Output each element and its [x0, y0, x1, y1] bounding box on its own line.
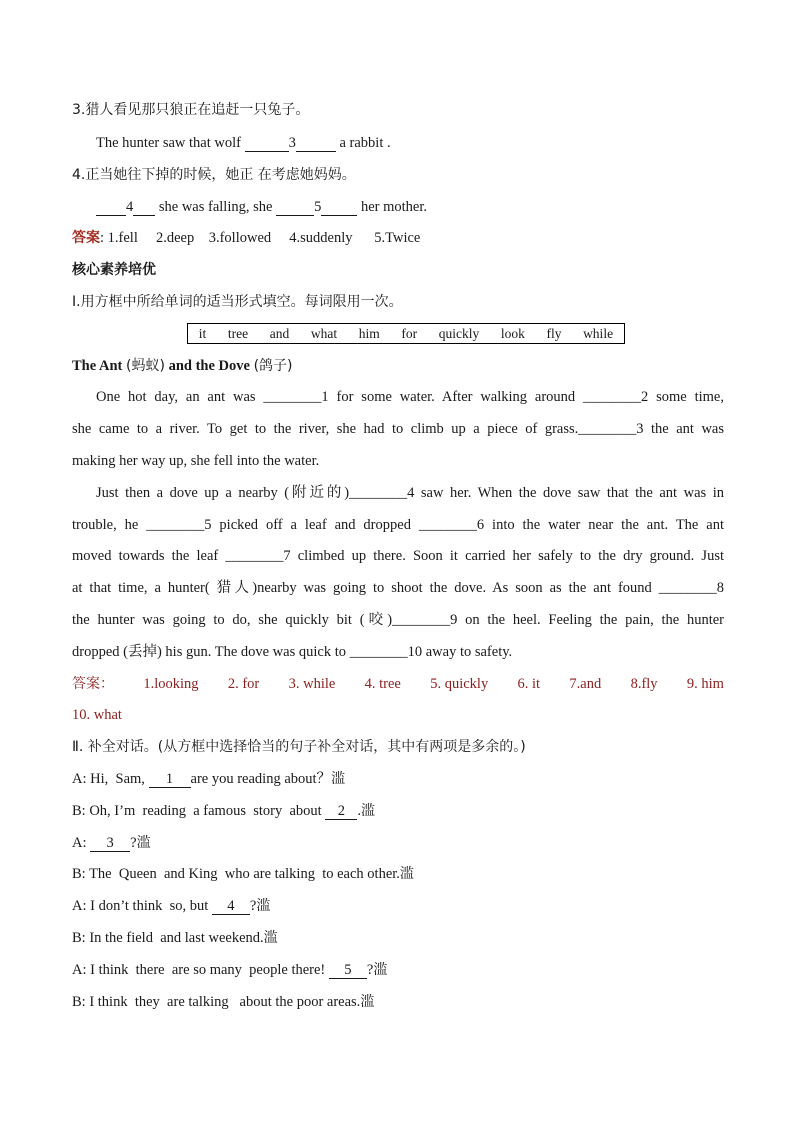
word-box-item: and	[269, 325, 290, 341]
section-heading: 核心素养培优	[72, 262, 156, 278]
answer-item: 3. while	[288, 676, 336, 692]
word-box-item: while	[583, 325, 614, 341]
dialogue-line: A: I don’t think so, but 4 ?滥	[72, 898, 271, 914]
word-box-item: what	[310, 325, 338, 341]
dialogue-line: B: I think they are talking about the poor areas.滥	[72, 994, 375, 1010]
word-box-item: for	[401, 325, 418, 341]
word-box-item: look	[500, 325, 525, 341]
story-line: One hot day, an ant was ________1 for some water. After walking around ________2 some time,	[96, 389, 724, 405]
answer-item: 1.looking	[143, 676, 199, 692]
word-box-item: it	[198, 325, 207, 341]
answer-item: 2. for	[227, 676, 260, 692]
story-line: Just then a dove up a nearby (附近的)________4 saw her. When the dove saw that the ant was in	[96, 485, 724, 501]
answer-line-2: 答案： 1.looking 2. for 3. while 4. tree 5. quickly 6. it 7.and 8.fly 9. him	[72, 676, 724, 692]
dialogue-line: A: I think there are so many people there! 5 ?滥	[72, 962, 388, 978]
dialogue-blank: 5	[329, 962, 367, 979]
answer-item: 7.and	[569, 676, 602, 692]
answer-item: 10. what	[72, 707, 122, 723]
question-4-english: 4 she was falling, she 5 her mother.	[96, 197, 724, 217]
story-line: moved towards the leaf ________7 climbed up there. Soon it carried her safely to the dry ground. Just	[72, 548, 724, 564]
story-line: making her way up, she fell into the water.	[72, 453, 320, 469]
dialogue-blank: 3	[90, 835, 130, 852]
answer-line-1: 答案: 1.fell 2.deep 3.followed 4.suddenly 5.Twice	[72, 230, 421, 246]
story-line: she came to a river. To get to the river, she had to climb up a piece of grass.________3 the ant was	[72, 421, 724, 437]
story-line: at that time, a hunter( 猎人)nearby was going to shoot the dove. As soon as the ant found ________8	[72, 580, 724, 596]
dialogue-line: B: In the field and last weekend.滥	[72, 930, 278, 946]
question-3-english: The hunter saw that wolf 3 a rabbit .	[96, 135, 391, 151]
word-box-item: quickly	[438, 325, 480, 341]
dialogue-line: B: Oh, I’m reading a famous story about 2 .滥	[72, 803, 375, 819]
dialogue-line: A: Hi, Sam, 1 are you reading about？滥	[72, 771, 346, 787]
word-box-item: tree	[227, 325, 249, 341]
answer-item: 9. him	[686, 676, 724, 692]
part-1-instruction: Ⅰ.用方框中所给单词的适当形式填空。每词限用一次。	[72, 294, 403, 310]
question-4-chinese: 4.正当她往下掉的时候，她正 在考虑她妈妈。	[72, 167, 356, 183]
answer-item: 8.fly	[630, 676, 658, 692]
word-box-item: him	[358, 325, 380, 341]
dialogue-blank: 4	[212, 898, 250, 915]
dialogue-line: A: 3 ?滥	[72, 835, 151, 851]
part-2-instruction: Ⅱ. 补全对话。(从方框中选择恰当的句子补全对话，其中有两项是多余的。)	[72, 739, 526, 755]
story-line: trouble, he ________5 picked off a leaf and dropped ________6 into the water near the ant. The ant	[72, 517, 724, 533]
blank-3b	[296, 135, 336, 152]
answer-item: 5. quickly	[430, 676, 489, 692]
answer-label: 答案	[72, 230, 100, 246]
answer-item: 6. it	[517, 676, 541, 692]
story-title: The Ant (蚂蚁) and the Dove (鸽子)	[72, 358, 293, 374]
dialogue-blank: 2	[325, 803, 357, 820]
question-3-chinese: 3.猎人看见那只狼正在追赶一只兔子。	[72, 102, 310, 118]
story-line: the hunter was going to do, she quickly bit (咬)________9 on the heel. Feeling the pain, the hunter	[72, 612, 724, 628]
word-box	[187, 323, 625, 344]
dialogue-line: B: The Queen and King who are talking to each other.滥	[72, 866, 414, 882]
answer-item: 4. tree	[364, 676, 401, 692]
story-line: dropped (丢掉) his gun. The dove was quick to ________10 away to safety.	[72, 644, 513, 660]
dialogue-blank: 1	[149, 771, 191, 788]
blank-3a	[245, 135, 289, 152]
word-box-item: fly	[546, 325, 562, 341]
